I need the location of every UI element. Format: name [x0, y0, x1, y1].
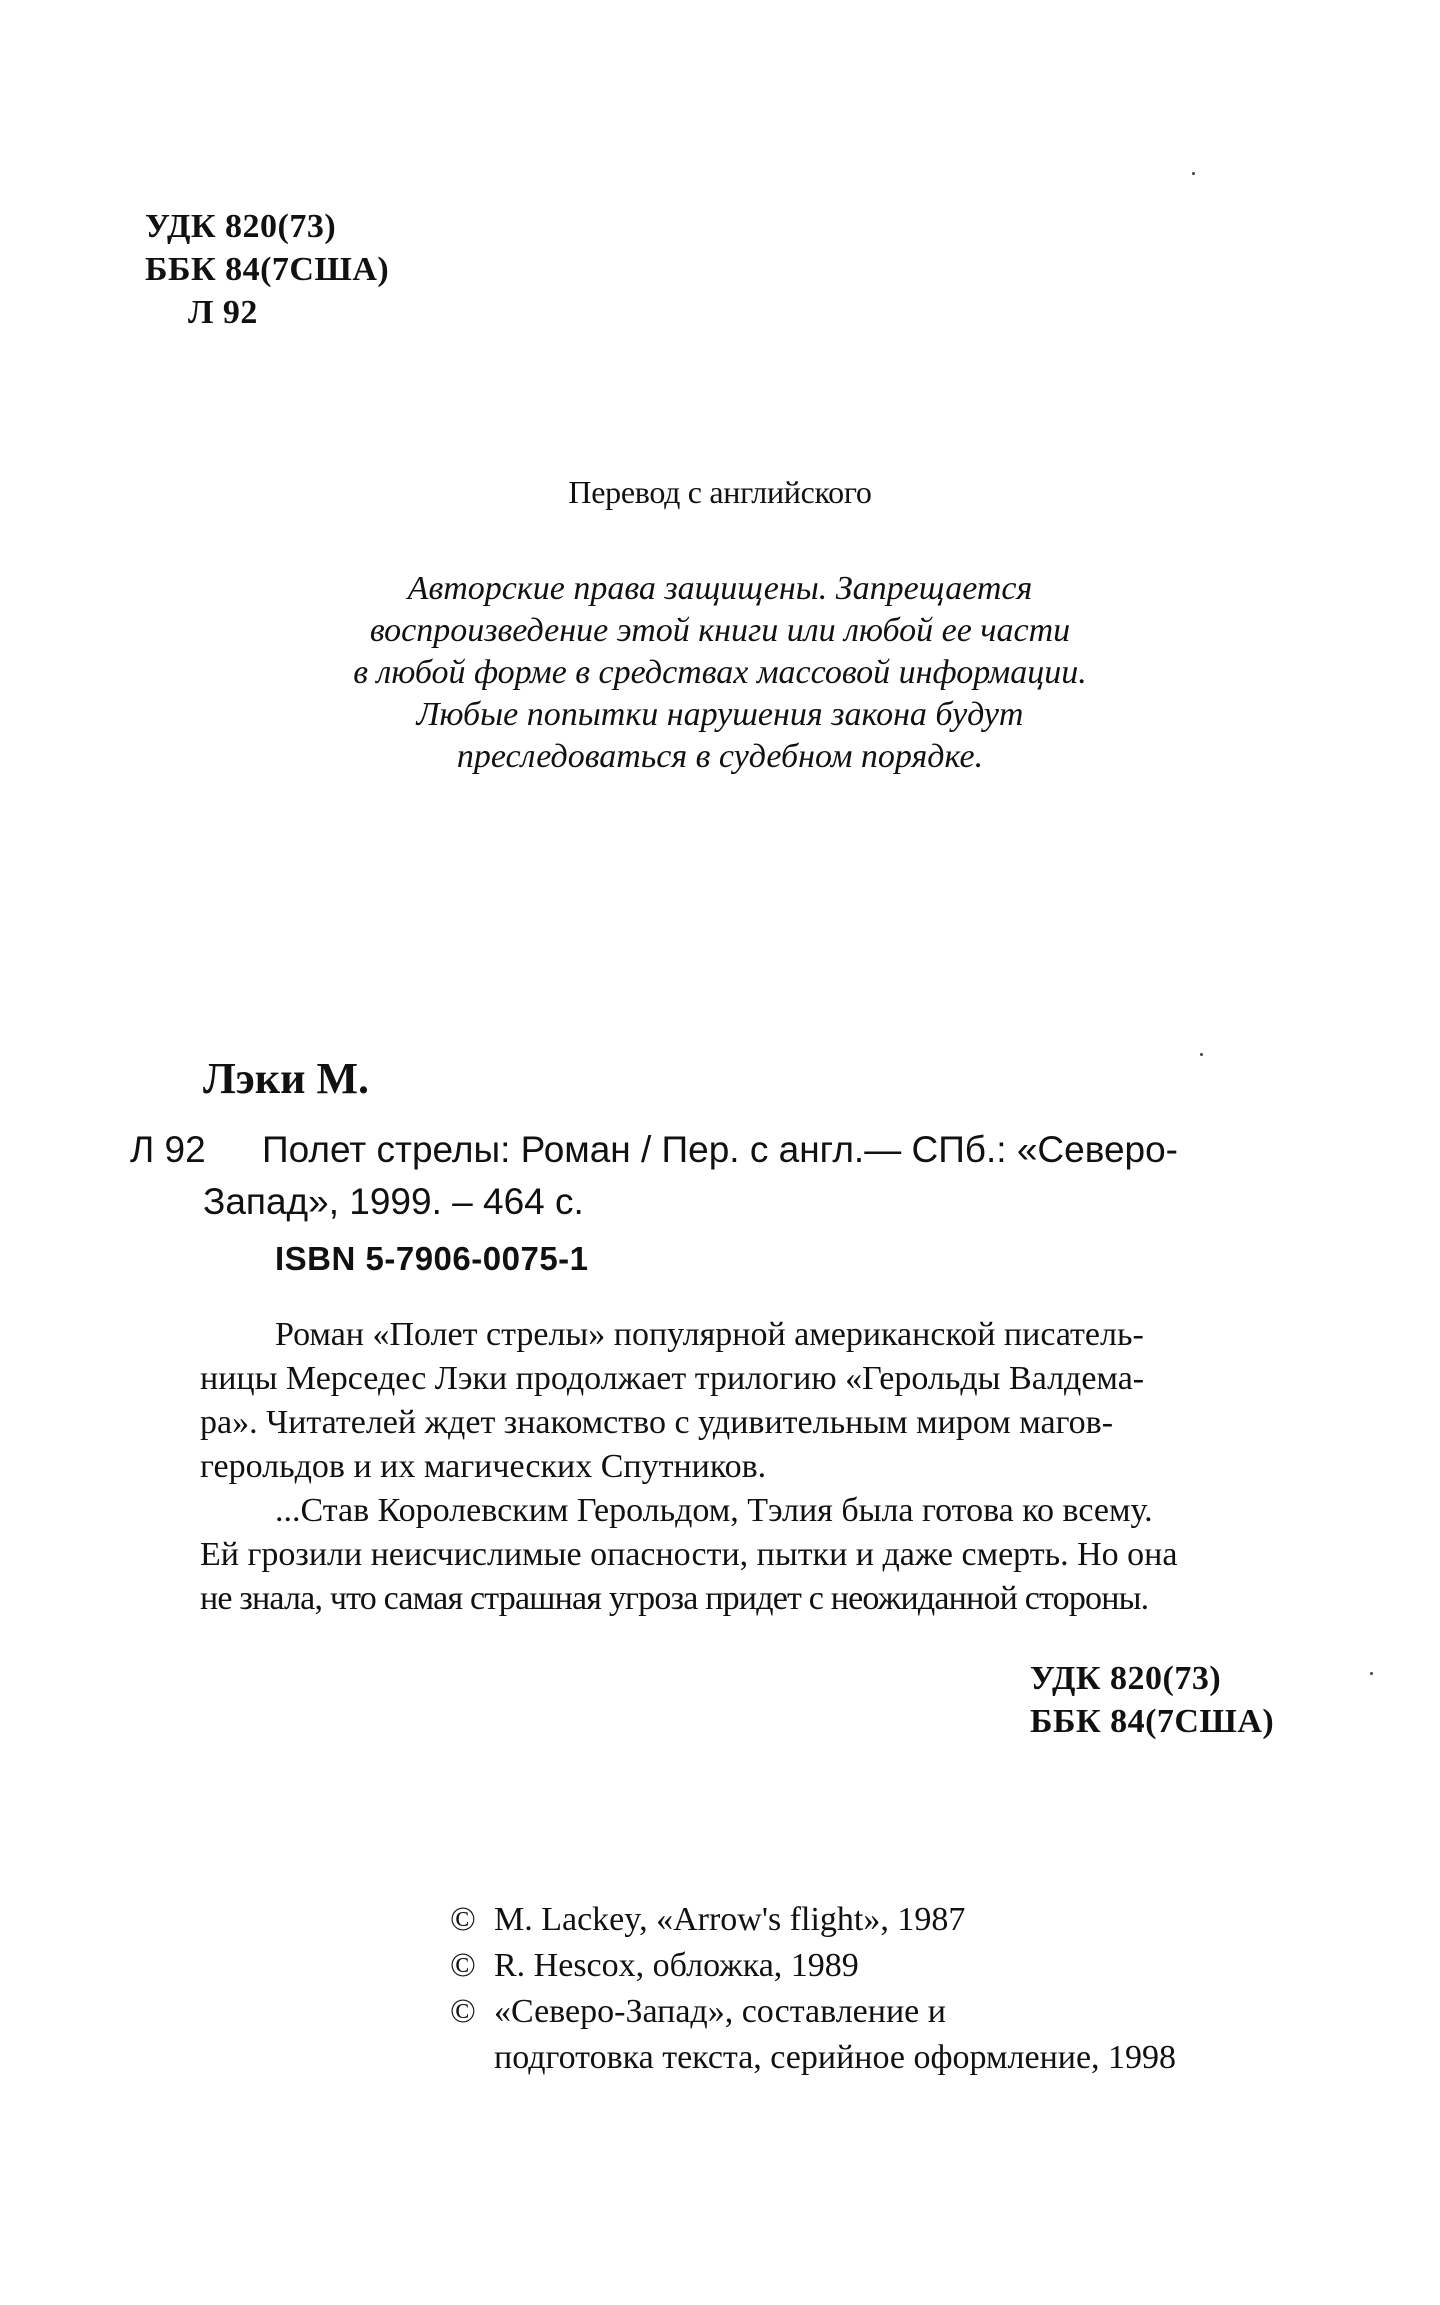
rights-line: Любые попытки нарушения закона будут — [416, 696, 1024, 733]
author-mark: Л 92 — [188, 294, 258, 331]
annotation-line: Роман «Полет стрелы» популярной американской писатель- — [275, 1316, 1144, 1353]
annotation-line: ...Став Королевским Герольдом, Тэлия была готова ко всему. — [275, 1492, 1153, 1529]
rights-line: в любой форме в средствах массовой информации. — [353, 654, 1087, 691]
copyright-symbol: © — [450, 1947, 476, 1984]
copyright-line: © «Северо-Запад», составление и — [450, 1989, 1176, 2035]
rights-notice — [250, 568, 1190, 778]
annotation-line: не знала, что самая страшная угроза придет с неожиданной стороны. — [200, 1580, 1149, 1617]
scan-speck — [1200, 1053, 1203, 1056]
copyright-line: подготовка текста, серийное оформление, 1998 — [494, 2039, 1177, 2076]
annotation-line: герольдов и их магических Спутников. — [200, 1448, 767, 1485]
annotation-line: Ей грозили неисчислимые опасности, пытки и даже смерть. Но она — [200, 1536, 1178, 1573]
bbk-code: ББК 84(7США) — [1030, 1703, 1275, 1740]
copyright-notices — [450, 1897, 1176, 2081]
annotation-line: ра». Читателей ждет знакомство с удивительным миром магов- — [200, 1404, 1114, 1441]
scan-speck — [1192, 172, 1195, 175]
author-name: Лэки М. — [203, 1054, 370, 1103]
bibliographic-record — [130, 1124, 1178, 1228]
annotation-line: ницы Мерседес Лэки продолжает трилогию «Герольды Валдема- — [200, 1360, 1145, 1397]
classification-block-bottom — [1030, 1657, 1274, 1743]
biblio-code: Л 92 — [130, 1129, 206, 1170]
rights-line: воспроизведение этой книги или любой ее части — [369, 612, 1071, 649]
translation-note: Перевод с английского — [568, 474, 872, 510]
isbn: ISBN 5-7906-0075-1 — [275, 1240, 589, 1277]
udk-code: УДК 820(73) — [145, 208, 337, 245]
bbk-code: ББК 84(7США) — [145, 251, 390, 288]
rights-line: Авторские права защищены. Запрещается — [407, 570, 1033, 607]
annotation — [200, 1313, 1292, 1621]
rights-line: преследоваться в судебном порядке. — [456, 738, 984, 775]
biblio-line — [130, 1124, 1178, 1176]
copyright-line: © M. Lackey, «Arrow's flight», 1987 — [450, 1897, 1176, 1943]
copyright-symbol: © — [450, 1901, 476, 1938]
udk-code: УДК 820(73) — [1030, 1660, 1222, 1697]
copyright-line: © R. Hescox, обложка, 1989 — [450, 1943, 1176, 1989]
biblio-title: Полет стрелы: Роман / Пер. с англ.— СПб.: «Северо- — [262, 1129, 1179, 1170]
copyright-symbol: © — [450, 1993, 476, 2030]
classification-block — [145, 205, 389, 334]
scan-speck — [1370, 1672, 1373, 1675]
biblio-imprint: Запад», 1999. – 464 с. — [203, 1181, 584, 1222]
